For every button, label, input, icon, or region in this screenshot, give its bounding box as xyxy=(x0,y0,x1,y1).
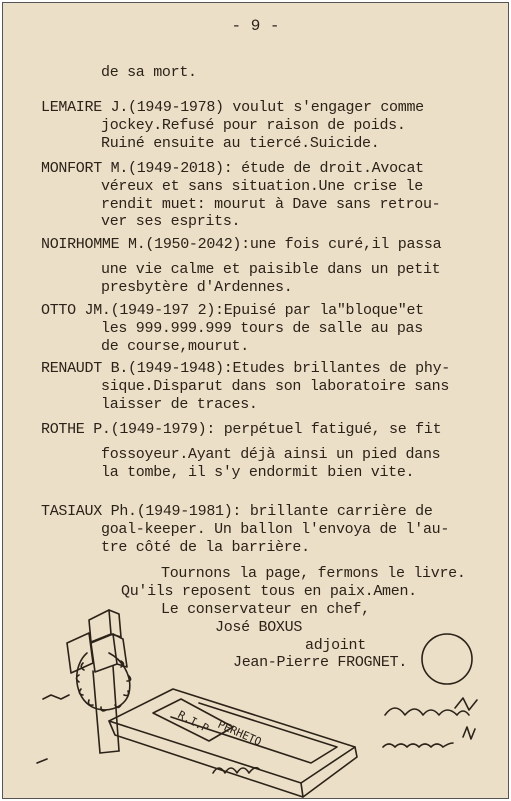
entry-noirhomme-line-1: NOIRHOMME M.(1950-2042):une fois curé,il passa xyxy=(41,236,442,253)
entry-name: OTTO JM.(1949-197 2): xyxy=(41,302,224,319)
grave-illustration xyxy=(3,3,508,798)
entry-monfort-line-4: ver ses esprits. xyxy=(101,213,241,230)
entry-monfort-line-2: véreux et sans situation.Une crise le xyxy=(101,178,423,195)
signature-name-1: José BOXUS xyxy=(215,619,303,636)
entry-name: LEMAIRE J.(1949-1978) xyxy=(41,99,224,116)
document-page xyxy=(2,2,509,799)
entry-monfort-line-3: rendit muet: mourut à Dave sans retrou- xyxy=(101,196,441,213)
entry-otto-line-1: OTTO JM.(1949-197 2):Epuisé par la"bloque"et xyxy=(41,302,424,319)
closing-line-1: Tournons la page, fermons le livre. xyxy=(161,565,466,582)
signature-name-2: Jean-Pierre FROGNET. xyxy=(233,654,408,671)
signature-title-2: adjoint xyxy=(305,637,366,654)
entry-tasiaux-line-3: tre côté de la barrière. xyxy=(101,539,310,556)
entry-tasiaux-line-1: TASIAUX Ph.(1949-1981): brillante carrière de xyxy=(41,503,433,520)
entry-rothe-line-2: fossoyeur.Ayant déjà ainsi un pied dans xyxy=(101,446,441,463)
entry-name: NOIRHOMME M.(1950-2042): xyxy=(41,236,250,253)
entry-noirhomme-line-3: presbytère d'Ardennes. xyxy=(101,279,293,296)
entry-tasiaux-line-2: goal-keeper. Un ballon l'envoya de l'au- xyxy=(101,521,450,538)
tomb-name-text: PERHETO xyxy=(215,717,264,749)
entry-name: RENAUDT B.(1949-1948): xyxy=(41,360,233,377)
sun-drawing xyxy=(422,634,472,684)
intro-text: de sa mort. xyxy=(101,64,197,81)
entry-rothe-line-1: ROTHE P.(1949-1979): perpétuel fatigué, se fit xyxy=(41,421,442,438)
entry-renaudt-line-2: sique.Disparut dans son laboratoire sans xyxy=(101,378,450,395)
entry-lemaire-line-1: LEMAIRE J.(1949-1978) voulut s'engager comme xyxy=(41,99,424,116)
grass-drawing xyxy=(385,698,477,715)
page-number: - 9 - xyxy=(231,17,280,35)
entry-name: TASIAUX Ph.(1949-1981): xyxy=(41,503,242,520)
entry-renaudt-line-1: RENAUDT B.(1949-1948):Etudes brillantes de phy- xyxy=(41,360,450,377)
entry-name: MONFORT M.(1949-2018): xyxy=(41,160,233,177)
closing-line-2: Qu'ils reposent tous en paix.Amen. xyxy=(121,583,417,600)
tomb-rip-text: R.I.P xyxy=(175,708,211,736)
entry-monfort-line-1: MONFORT M.(1949-2018): étude de droit.Avocat xyxy=(41,160,424,177)
wreath-drawing xyxy=(77,653,131,711)
entry-otto-line-3: de course,mourut. xyxy=(101,338,249,355)
closing-line-3: Le conservateur en chef, xyxy=(161,601,370,618)
entry-lemaire-line-2: jockey.Refusé pour raison de poids. xyxy=(101,117,406,134)
cross-drawing xyxy=(67,610,127,753)
grass-drawing xyxy=(383,727,475,747)
entry-name: ROTHE P.(1949-1979): xyxy=(41,421,216,438)
entry-rothe-line-3: la tombe, il s'y endormit bien vite. xyxy=(101,464,415,481)
entry-noirhomme-line-2: une vie calme et paisible dans un petit xyxy=(101,261,441,278)
entry-otto-line-2: les 999.999.999 tours de salle au pas xyxy=(101,320,423,337)
tomb-drawing xyxy=(109,689,357,797)
entry-lemaire-line-3: Ruiné ensuite au tiercé.Suicide. xyxy=(101,135,380,152)
entry-renaudt-line-3: laisser de traces. xyxy=(101,396,258,413)
grass-drawing xyxy=(37,695,69,763)
